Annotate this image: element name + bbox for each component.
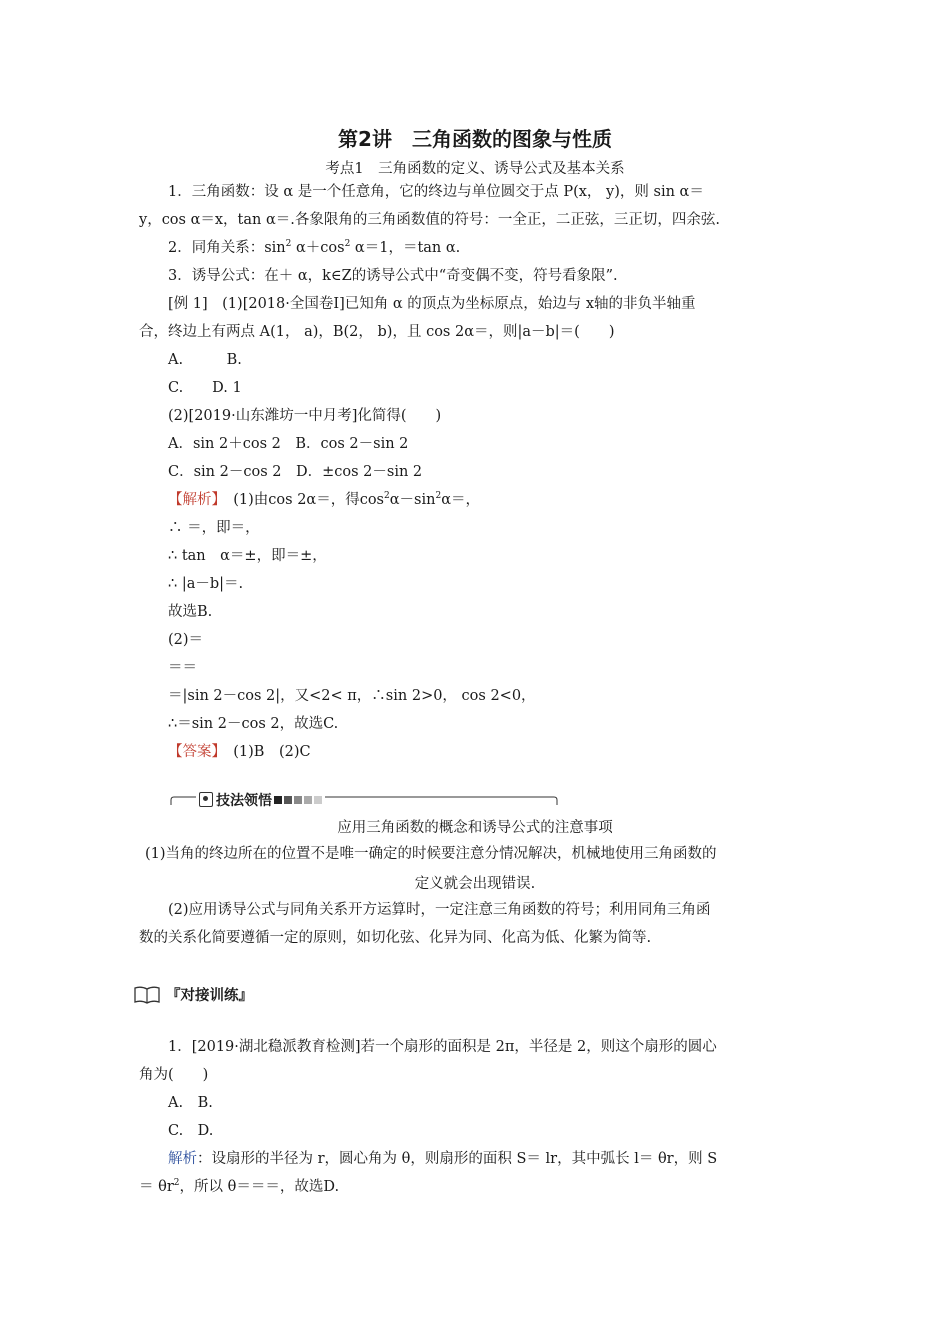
identity-line: 2．同角关系：$\sin^2 \alpha+\cos^2$ α＝1，＝tan α. [168, 239, 461, 256]
square-marker-icon [314, 796, 322, 804]
analysis-line-8: ＝|sin 2－cos 2|，又<2< π，∴sin 2>0， cos 2<0， [168, 688, 536, 704]
definition-line-2: y，cos α＝x，tan α＝.各象限角的三角函数值的符号：一全正，二正弦，三正切，四余弦. [139, 212, 720, 228]
example-1-options-cd: C. D. 1 [168, 380, 242, 396]
analysis-line-9: ∴＝sin 2－cos 2，故选C. [168, 716, 339, 732]
lightbulb-icon [199, 792, 213, 807]
training-q1-line-1: 1．[2019·湖北稳派教育检测]若一个扇形的面积是 2π，半径是 2，则这个扇形的圆心 [168, 1039, 717, 1055]
induction-formula-line: 3．诱导公式：在＋ α，k∈Z的诱导公式中“奇变偶不变，符号看象限”. [168, 268, 618, 284]
tips-paragraph-1-line-1: (1)当角的终边所在的位置不是唯一确定的时候要注意分情况解决，机械地使用三角函数的 [145, 846, 717, 862]
example-1-options-ab: A. B. [168, 352, 242, 368]
tips-header: 技法领悟 [196, 790, 325, 810]
analysis-line-1: 【解析】 (1)由cos 2α＝，得$\cos^2\alpha-\sin^2\alpha=$， [168, 491, 480, 508]
training-q1-options-ab: A. B. [168, 1095, 213, 1111]
training-solution-line-2: ＝ $\theta r^2$，所以 θ＝＝＝，故选D. [139, 1178, 340, 1195]
analysis-line-3: ∴ tan α＝±，即＝±， [168, 548, 327, 564]
answer-tag: 【答案】 [168, 744, 219, 760]
book-icon [134, 986, 160, 1008]
answer-line: 【答案】 (1)B (2)C [168, 744, 311, 760]
analysis-tag: 【解析】 [168, 492, 219, 508]
training-header: 『对接训练』 [134, 984, 253, 1008]
training-q1-options-cd: C. D. [168, 1123, 214, 1139]
tips-paragraph-2-line-1: (2)应用诱导公式与同角关系开方运算时，一定注意三角函数的符号；利用同角三角函 [168, 902, 711, 918]
training-q1-line-2: 角为( ) [139, 1067, 209, 1083]
solution-tag: 解析 [168, 1151, 197, 1167]
analysis-line-7: ＝＝ [168, 660, 197, 676]
tips-heading: 应用三角函数的概念和诱导公式的注意事项 [337, 820, 613, 836]
example-2-options-ab: A．sin 2＋cos 2 B．cos 2－sin 2 [168, 436, 409, 452]
square-marker-icon [284, 796, 292, 804]
square-marker-icon [274, 796, 282, 804]
page-title: 第2讲 三角函数的图象与性质 [338, 127, 612, 151]
analysis-line-6: (2)＝ [168, 632, 204, 648]
example-1-line-1: [例 1] (1)[2018·全国卷Ⅰ]已知角 α 的顶点为坐标原点，始边与 x轴的非负半轴重 [168, 296, 696, 312]
training-solution-line-1: 解析：设扇形的半径为 r，圆心角为 θ，则扇形的面积 S＝ lr，其中弧长 l＝ θr，则 S [168, 1151, 718, 1167]
example-2-options-cd: C．sin 2－cos 2 D．±cos 2－sin 2 [168, 464, 423, 480]
analysis-line-4: ∴ |a－b|＝. [168, 576, 244, 592]
square-marker-icon [294, 796, 302, 804]
example-2-question: (2)[2019·山东潍坊一中月考]化简得( ) [168, 408, 442, 424]
analysis-line-2: ∴ ＝，即＝， [168, 520, 260, 536]
section-heading: 考点1 三角函数的定义、诱导公式及基本关系 [325, 161, 625, 177]
analysis-line-5: 故选B. [168, 604, 213, 620]
example-1-line-2: 合，终边上有两点 A(1， a)，B(2， b)，且 cos 2α＝，则|a－b|＝( ) [139, 324, 615, 340]
definition-line-1: 1．三角函数：设 α 是一个任意角，它的终边与单位圆交于点 P(x， y)，则 sin α＝ [168, 184, 704, 200]
tips-paragraph-1-line-2: 定义就会出现错误. [414, 876, 536, 892]
square-marker-icon [304, 796, 312, 804]
tips-paragraph-2-line-2: 数的关系化简要遵循一定的原则，如切化弦、化异为同、化高为低、化繁为简等. [139, 930, 652, 946]
